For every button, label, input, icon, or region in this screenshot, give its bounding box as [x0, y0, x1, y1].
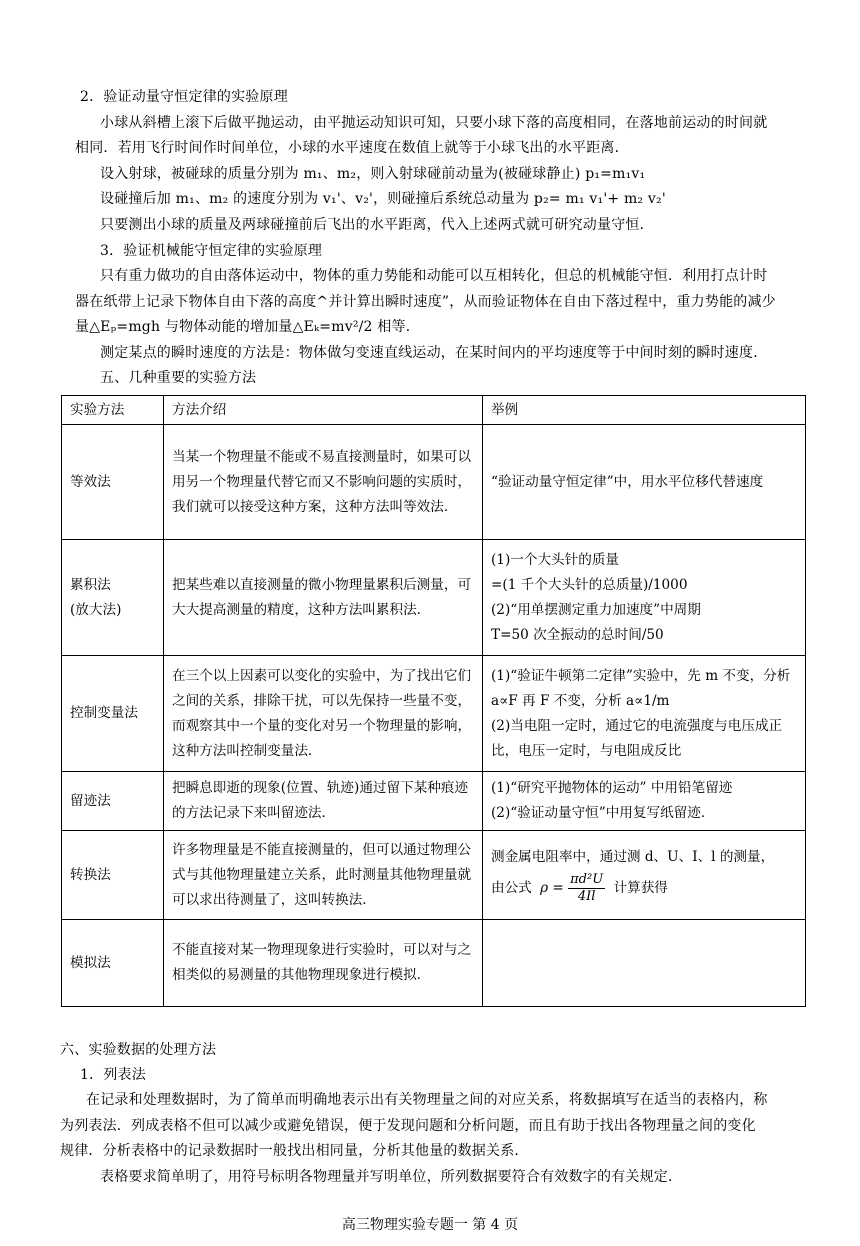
paragraph: 只要测出小球的质量及两球碰撞前后飞出的水平距离，代入上述两式就可研究动量守恒． — [100, 217, 654, 233]
paragraph: 相同．若用飞行时间作时间单位，小球的水平速度在数值上就等于小球飞出的水平距离． — [75, 140, 629, 156]
method-example: “验证动量守恒定律”中，用水平位移代替速度 — [483, 425, 806, 540]
formula-denominator: 4Il — [577, 889, 596, 904]
method-name: 模拟法 — [62, 920, 164, 1007]
method-intro: 不能直接对某一物理现象进行实验时，可以对与之相类似的易测量的其他物理现象进行模拟． — [164, 920, 483, 1007]
section6-heading: 六、实验数据的处理方法 — [60, 1042, 217, 1058]
paragraph: 设碰撞后加 m₁、m₂ 的速度分别为 v₁'、v₂'，则碰撞后系统总动量为 p₂= m₁ v₁'+ m₂ v₂' — [100, 191, 666, 207]
paragraph: 器在纸带上记录下物体自由下落的高度^并计算出瞬时速度”，从而验证物体在自由下落过程中，重力势能的减少 — [75, 294, 776, 310]
table-row — [62, 656, 806, 772]
subheading: 1．列表法 — [80, 1067, 146, 1083]
table-row — [62, 831, 806, 920]
paragraph: 表格要求简单明了，用符号标明各物理量并写明单位，所列数据要符合有效数字的有关规定． — [100, 1169, 683, 1185]
method-intro: 把某些难以直接测量的微小物理量累积后测量，可大大提高测量的精度，这种方法叫累积法． — [164, 540, 483, 656]
table-row — [62, 772, 806, 831]
table-header-row — [62, 396, 806, 425]
method-name: 累积法 (放大法) — [62, 540, 164, 656]
methods-table — [61, 395, 806, 1007]
paragraph: 为列表法．列成表格不但可以减少或避免错误，便于发现问题和分析问题，而且有助于找出各物理量之间的变化 — [60, 1118, 756, 1134]
paragraph: 设入射球，被碰球的质量分别为 m₁、m₂，则入射球碰前动量为(被碰球静止) p₁=m₁v₁ — [100, 166, 646, 182]
page-footer: 高三物理实验专题一 第 4 页 — [341, 1217, 519, 1233]
paragraph: 测定某点的瞬时速度的方法是：物体做匀变速直线运动，在某时间内的平均速度等于中间时刻的瞬时速度． — [100, 345, 768, 361]
method-intro: 把瞬息即逝的现象(位置、轨迹)通过留下某种痕迹的方法记录下来叫留迹法． — [164, 772, 483, 831]
section2-heading: 2．验证动量守恒定律的实验原理 — [80, 89, 288, 105]
example-line: 测金属电阻率中，通过测 d、U、I、l 的测量， — [491, 849, 775, 865]
method-intro: 在三个以上因素可以变化的实验中，为了找出它们之间的关系，排除干扰，可以先保持一些量不变，而观察其中一个量的变化对另一个物理量的影响，这种方法叫控制变量法． — [164, 656, 483, 772]
header-method: 实验方法 — [62, 396, 164, 425]
method-example: (1)“验证牛顿第二定律”实验中，先 m 不变，分析 a∝F 再 F 不变，分析 a∝1/m (2)当电阻一定时，通过它的电流强度与电压成正比，电压一定时，与电阻成反比 — [483, 656, 806, 772]
section3-heading: 3．验证机械能守恒定律的实验原理 — [100, 243, 323, 259]
method-example: (1)“研究平抛物体的运动” 中用铅笔留迹 (2)“验证动量守恒”中用复写纸留迹． — [483, 772, 806, 831]
formula-numerator: πd²U — [570, 872, 604, 887]
formula-fraction — [568, 872, 605, 905]
table-row — [62, 540, 806, 656]
paragraph: 规律．分析表格中的记录数据时一般找出相同量，分析其他量的数据关系． — [60, 1143, 529, 1159]
paragraph: 在记录和处理数据时，为了简单而明确地表示出有关物理量之间的对应关系，将数据填写在适当的表格内，称 — [86, 1092, 768, 1108]
method-example — [483, 831, 806, 920]
paragraph: 只有重力做功的自由落体运动中，物体的重力势能和动能可以互相转化，但总的机械能守恒．利用打点计时 — [100, 268, 768, 284]
section5-title: 五、几种重要的实验方法 — [100, 370, 257, 386]
method-name: 留迹法 — [62, 772, 164, 831]
formula-suffix: 计算获得 — [613, 880, 668, 896]
method-intro: 许多物理量是不能直接测量的，但可以通过物理公式与其他物理量建立关系，此时测量其他物理量就可以求出待测量了，这叫转换法． — [164, 831, 483, 920]
table-row — [62, 920, 806, 1007]
paragraph: 量△Eₚ=mgh 与物体动能的增加量△Eₖ=mv²/2 相等． — [75, 319, 420, 335]
method-name: 转换法 — [62, 831, 164, 920]
method-example — [483, 920, 806, 1007]
formula-line — [491, 872, 797, 905]
header-intro: 方法介绍 — [164, 396, 483, 425]
paragraph: 小球从斜槽上滚下后做平抛运动，由平抛运动知识可知，只要小球下落的高度相同，在落地前运动的时间就 — [100, 115, 768, 131]
method-example: (1)一个大头针的质量 =(1 千个大头针的总质量)/1000 (2)“用单摆测定重力加速度”中周期 T=50 次全振动的总时间/50 — [483, 540, 806, 656]
header-example: 举例 — [483, 396, 806, 425]
resistivity-formula — [540, 872, 605, 905]
method-name: 等效法 — [62, 425, 164, 540]
formula-lhs: ρ = — [540, 880, 564, 896]
method-name: 控制变量法 — [62, 656, 164, 772]
formula-prefix: 由公式 — [491, 880, 532, 896]
table-row — [62, 425, 806, 540]
method-intro: 当某一个物理量不能或不易直接测量时，如果可以用另一个物理量代替它而又不影响问题的实质时，我们就可以接受这种方案，这种方法叫等效法． — [164, 425, 483, 540]
